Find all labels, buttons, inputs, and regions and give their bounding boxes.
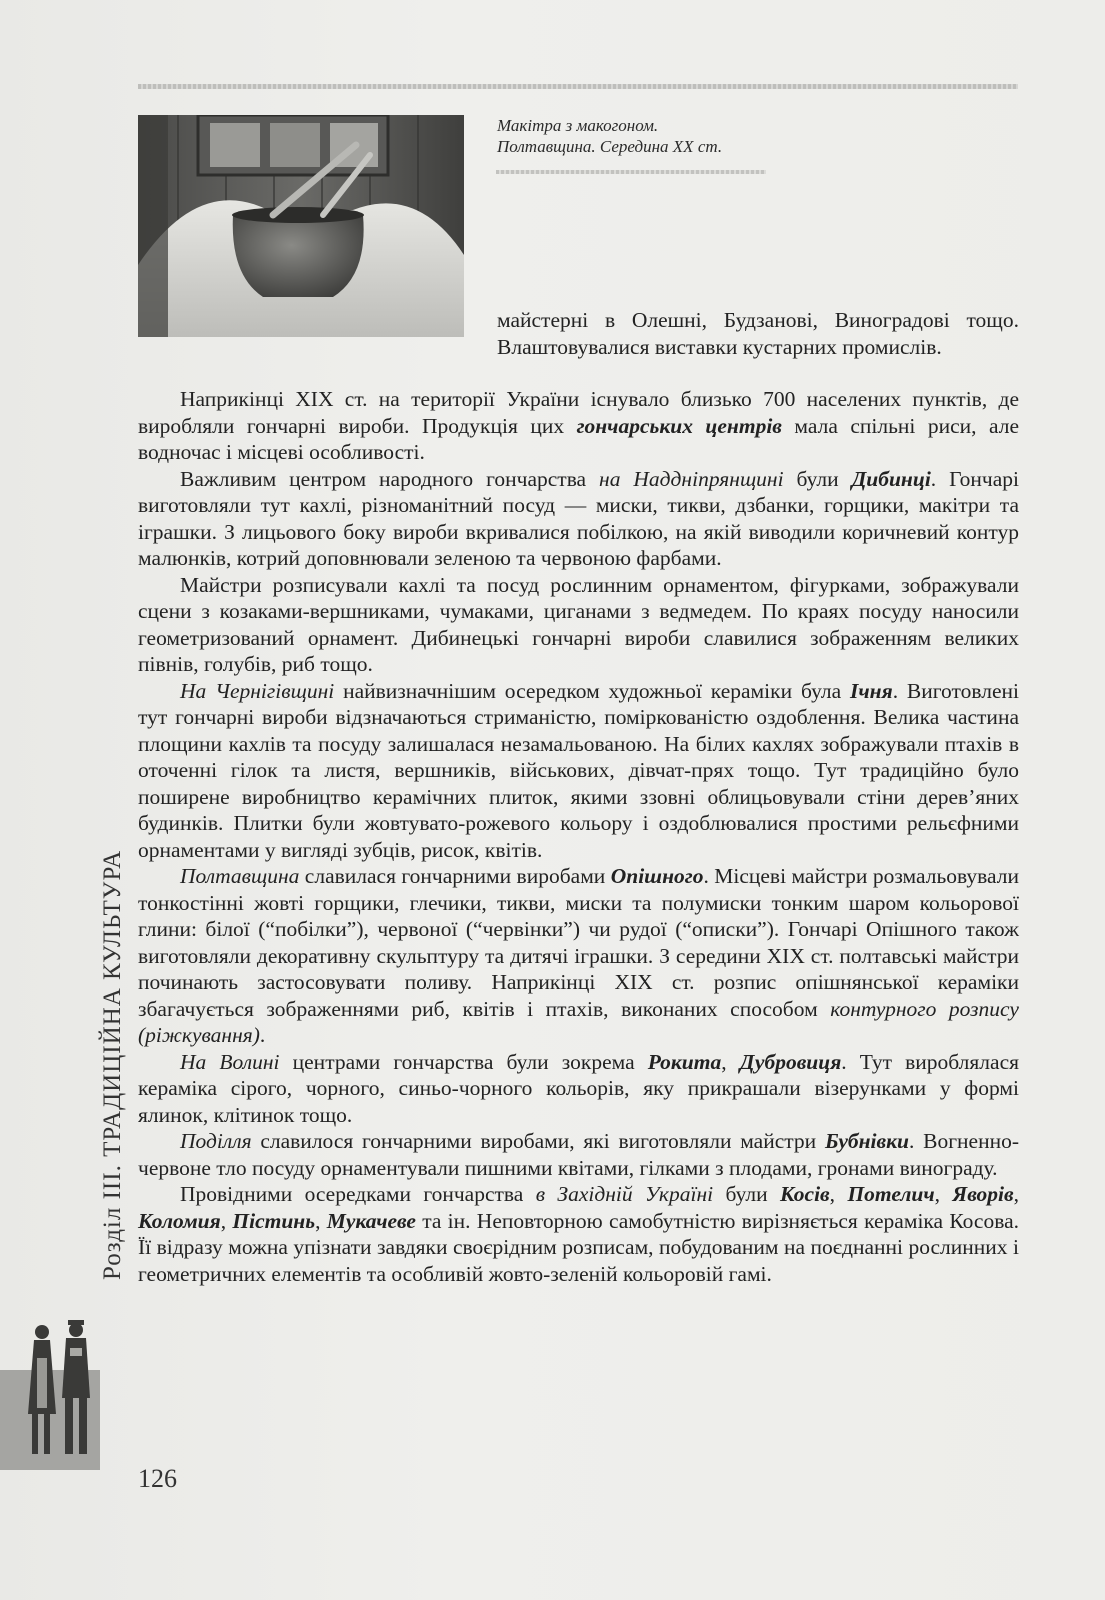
paragraph-7: Поділля славилося гончарними виробами, які виготовляли майстри Бубнівки. Вогненно-червоне тло посуду орнаментували пишними квітами, гілками з плодами, гронами винограду. [138, 1129, 1019, 1180]
top-rule [138, 84, 1018, 89]
paragraph-1: Наприкінці XIX ст. на території України існувало близько 700 населених пунктів, де виробляли гончарні вироби. Продукція цих гончарських центрів мала спільні риси, але водночас і місцеві особливості. [138, 387, 1020, 464]
section-title-vertical: Розділ III. ТРАДИЦІЙНА КУЛЬТУРА [99, 849, 126, 1280]
folk-figures-illustration [20, 1318, 100, 1470]
intro-paragraph: майстерні в Олешні, Будзанові, Виноградові тощо. Влаштовувалися виставки кустарних промислів. [497, 308, 1019, 359]
page-number: 126 [138, 1464, 177, 1493]
paragraph-4: На Чернігівщині найвизначнішим осередком художньої кераміки була Ічня. Виготовлені тут гончарні вироби відзначаються стриманістю, поміркованістю оздоблення. Велика частина площини кахлів та посуду залишалася незамальованою. На білих кахлях зображували птахів в оточенні гілок та листя, вершників, військових, дівчат-прях тощо. Тут традиційно було поширене виробництво керамічних плиток, якими ззовні облицьовували стіни дерев’яних будинків. Плитки були жовтувато-рожевого кольору і оздоблювалися простими рельєфними орнаментами у вигляді зубців, рисок, квітів. [138, 678, 1020, 862]
paragraph-6: На Волині центрами гончарства були зокрема Рокита, Дубровиця. Тут вироблялася кераміка сірого, чорного, синьо-чорного кольорів, яку прикрашали візерунками у формі ялинок, клітинок тощо. [138, 1049, 1020, 1127]
paragraph-5: Полтавщина славилася гончарними виробами Опішного. Місцеві майстри розмальовували тонкостінні жовті горщики, глечики, тикви, миски та полумиски тонким шаром кольорової глини: білої (“побілки”), червоної (“червінки”) чи рудої (“описки”). Гончарі Опішного також виготовляли декоративну скульптуру та дитячі іграшки. З середини XIX ст. полтавські майстри починають застосовувати поливу. Наприкінці XIX ст. розпис опішнянської кераміки збагачується зображеннями риб, квітів і птахів, виконаних способом контурного розпису (ріжкування). [138, 864, 1019, 1047]
main-text [138, 386, 1019, 1287]
caption-line-2: Полтавщина. Середина XX ст. [497, 137, 723, 156]
caption-rule [496, 170, 766, 174]
makitra-photo [138, 115, 464, 337]
caption-line-1: Макітра з макогоном. [497, 116, 659, 135]
paragraph-3: Майстри розписували кахлі та посуд рослинним орнаментом, фігурками, зображували сцени з козаками-вершниками, чумаками, циганами з ведмедем. По краях посуду наносили геометризований орнамент. Дибинецькі гончарні вироби славилися зображенням великих півнів, голубів, риб тощо. [138, 572, 1019, 676]
photo-caption [497, 115, 877, 157]
paragraph-8: Провідними осередками гончарства в Західній Україні були Косів, Потелич, Яворів, Коломия, Пістинь, Мукачеве та ін. Неповторною самобутністю вирізняється кераміка Косова. Її відразу можна упізнати завдяки своєрідним розписам, побудованим на поєднанні рослинних і геометричних елементів та особливій жовто-зеленій кольоровій гамі. [138, 1182, 1019, 1286]
paragraph-2: Важливим центром народного гончарства на Наддніпрянщині були Дибинці. Гончарі виготовляли тут кахлі, різноманітний посуд — миски, тикви, дзбанки, горщики, макітри та іграшки. З лицьового боку вироби вкривалися побілкою, на якій виводили коричневий контур малюнків, котрий доповнювали зеленою та червоною фарбами. [138, 466, 1019, 570]
intro-text [497, 307, 1019, 360]
